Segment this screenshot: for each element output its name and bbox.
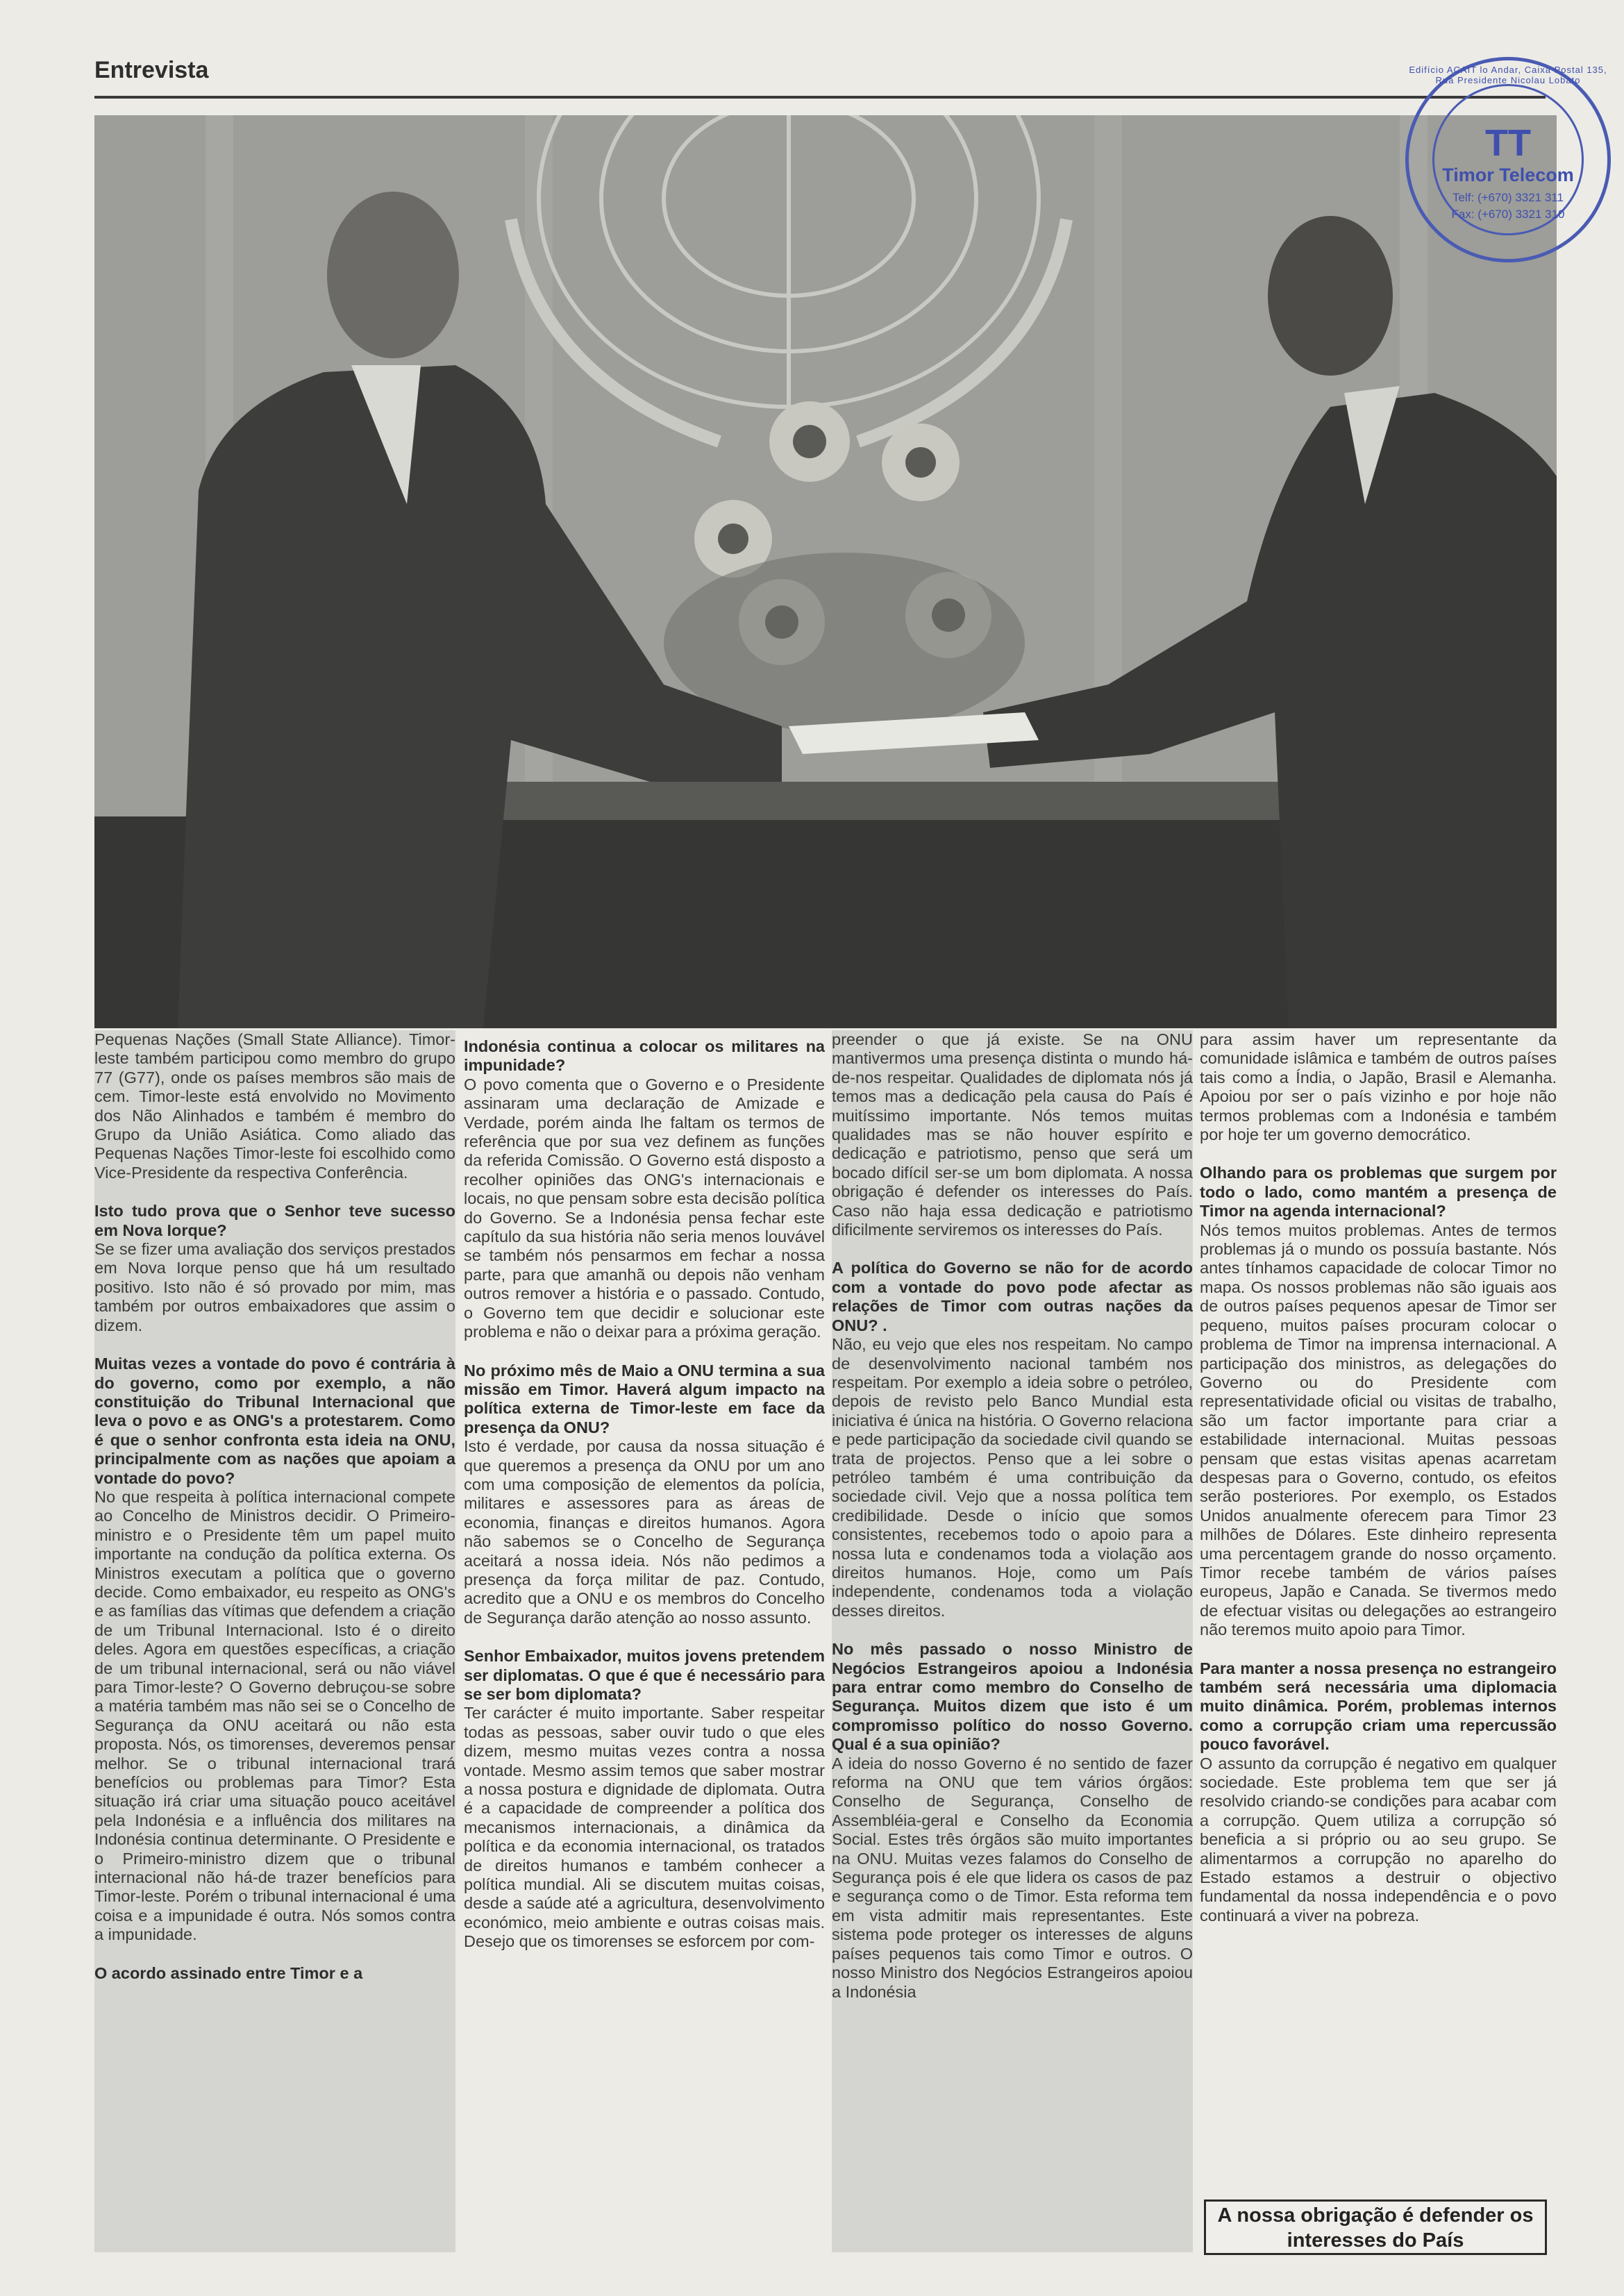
pull-quote: A nossa obrigação é defender os interesses do País	[1204, 2199, 1547, 2255]
interview-answer: Isto é verdade, por causa da nossa situação é que queremos a presença da ONU por um ano com uma composição de elementos da polícia, militares e assessores para as áreas de economia, finanças e direitos humanos. Agora não sabemos se o Concelho de Segurança aceitará a nossa ideia. Nós não pedimos a presença da força militar de paz. Contudo, acredito que a ONU e os membros do Concelho de Segurança darão atenção ao nosso assunto.	[464, 1437, 825, 1627]
telecom-stamp	[1405, 57, 1611, 262]
header-rule	[94, 96, 1546, 99]
interview-answer: O povo comenta que o Governo e o Presidente assinaram uma declaração de Amizade e Verdade, porém ainda lhe faltam os termos de referência que por sua vez definem as funções da referida Comissão. O Governo está disposto a recolher opiniões das ONG's internacionais e locais, no que pensam sobre esta decisão política do Governo. Se a Indonésia pensa fechar este capítulo da sua história não seria menos louvável se também nós pensarmos em fechar a nossa parte, para que amanhã ou depois não venham outros remover a história e o passado. Contudo, o Governo tem que decidir e solucionar este problema e não o deixar para a próxima geração.	[464, 1075, 825, 1341]
article-column-1	[94, 1030, 455, 2252]
interview-question: Isto tudo prova que o Senhor teve sucesso em Nova Iorque?	[94, 1202, 455, 1239]
interview-question: No mês passado o nosso Ministro de Negócios Estrangeiros apoiou a Indonésia para entrar como membro do Conselho de Segurança. Muitos dizem que isto é um compromisso político do nosso Governo. Qual é a sua opinião?	[832, 1640, 1193, 1754]
interview-question: Muitas vezes a vontade do povo é contrária à do governo, como por exemplo, a não constituição do Tribunal Internacional que leva o povo e as ONG's a protestarem. Como é que o senhor confronta esta ideia na ONU, principalmente com as nações que apoiam a vontade do povo?	[94, 1355, 455, 1487]
interview-answer: para assim haver um representante da comunidade islâmica e também de outros países tais como a Índia, o Japão, Brasil e Alemanha. Apoiou por ser o país vizinho e por hoje não termos problemas com a Indonésia e também por hoje ter um governo democrático.	[1200, 1030, 1557, 1144]
interview-answer: A ideia do nosso Governo é no sentido de fazer reforma na ONU que tem vários órgãos: Conselho de Segurança, Conselho de Assembléia-geral e Conselho da Economia Social. Estes três órgãos são muito importantes na ONU. Muitas vezes falamos do Conselho de Segurança pois é ele que lidera os casos de paz e segurança como o de Timor. Esta reforma tem em vista admitir mais representantes. Este sistema pode proteger os interesses de alguns países pequenos tais como Timor e outros. O nosso Ministro dos Negócios Estrangeiros apoiou a Indonésia	[832, 1754, 1193, 2001]
interview-answer: No que respeita à política internacional compete ao Concelho de Ministros decidir. O Primeiro-ministro e o Presidente têm um papel muito importante na condução da política externa. Os Ministros executam a política que o governo decide. Como embaixador, eu respeito as ONG's e as famílias das vítimas que defendem a criação de um Tribunal Internacional. Isto é o direito deles. Agora em questões específicas, a criação de um tribunal internacional, será ou não viável para Timor-leste? O Governo debruçou-se sobre a matéria também mas não sei se o Concelho de Segurança da ONU aceitará ou não esta proposta. Nós, os timorenses, deveremos pensar melhor. Se o tribunal internacional trará benefícios ou problemas para Timor? Esta situação irá criar uma situação pouco aceitável pela Indonésia e a influência dos militares na Indonésia continua determinante. O Presidente e o Primeiro-ministro dizem que o tribunal internacional não há-de trazer benefícios para Timor-leste. Porém o tribunal internacional é uma coisa e a impunidade é outra. Nós somos contra a impunidade.	[94, 1487, 455, 1944]
interview-answer: Ter carácter é muito importante. Saber respeitar todas as pessoas, saber ouvir tudo o que eles dizem, mesmo muitas vezes contra a nossa vontade. Mesmo assim temos que saber mostrar a nossa postura e dignidade de diplomata. Outra é a capacidade de compreender a política dos mecanismos internacionais, a dinâmica da política e da economia internacional, os tratados de direitos humanos e também conhecer a política mundial. Ali se discutem muitas coisas, desde a saúde até a agricultura, desenvolvimento económico, meio ambiente e outras coisas mais. Desejo que os timorenses se esforcem por com-	[464, 1704, 825, 1951]
interview-question: O acordo assinado entre Timor e a	[94, 1963, 363, 1982]
article-column-3	[832, 1030, 1193, 2252]
stamp-fax: Fax: (+670) 3321 310	[1451, 208, 1565, 221]
interview-answer: Não, eu vejo que eles nos respeitam. No campo de desenvolvimento nacional também nos respeitam. Por exemplo a ideia sobre o petróleo, depois de revisto pelo Banco Mundial esta iniciativa é única na história. O Governo relaciona e pede participação da sociedade civil quando se trata de projectos. Penso que a lei sobre o petróleo também é uma contribuição da sociedade civil. Vejo que a nossa política tem credibilidade. Desde o início que somos consistentes, recebemos todo o apoio para a nossa luta e condenamos toda a violação aos direitos humanos. Hoje, como um País independente, condenamos toda a violação desses direitos.	[832, 1335, 1193, 1620]
interview-question: Olhando para os problemas que surgem por todo o lado, como mantém a presença de Timor na agenda internacional?	[1200, 1164, 1557, 1221]
stamp-address: Edifício ACAIT lo Andar, Caixa Postal 135, Rua Presidente Nicolau Lobato	[1409, 65, 1607, 85]
article-column-4	[1200, 1030, 1557, 2126]
interview-answer: Pequenas Nações (Small State Alliance). Timor-leste também participou como membro do grupo 77 (G77), onde os países membros são mais de cem. Timor-leste está envolvido no Movimento dos Não Alinhados e também é membro do Grupo da União Asiática. Como aliado das Pequenas Nações Timor-leste foi escolhido como Vice-Presidente da respectiva Conferência.	[94, 1030, 455, 1182]
photo	[94, 115, 1557, 1028]
interview-question: Indonésia continua a colocar os militares na impunidade?	[464, 1037, 825, 1075]
interview-answer: preender o que já existe. Se na ONU mantivermos uma presença distinta o mundo há-de-nos respeitar. Qualidades de diplomata nós já temos mas a dedicação pela causa do País é muitíssimo importante. Nós temos muitas qualidades mas se não houver espírito e dedicação e patriotismo, penso que será um bocado difícil ser-se um bom diplomata. A nossa obrigação é defender os interesses do País. Caso não haja essa dedicação e patriotismo dificilmente serviremos os interesses do País.	[832, 1030, 1193, 1239]
interview-answer: Nós temos muitos problemas. Antes de termos problemas já o mundo os possuía bastante. Nós antes tínhamos capacidade de colocar Timor no mapa. Os nossos problemas não são iguais aos de outros países pequenos apesar de Timor ser pequeno, muitos países procuram colocar o problema de Timor na imprensa internacional. A participação dos ministros, as delegações do Governo ou do Presidente com representatividade oficial ou visitas de trabalho, são um factor importante para criar a estabilidade internacional. Muitas pessoas pensam que estas visitas apenas acarretam despesas para o Governo, contudo, os efeitos serão posteriores. Por exemplo, os Estados Unidos anualmente oferecem para Timor 23 milhões de Dólares. Este dinheiro representa uma percentagem grande do nosso orçamento. Timor recebe também de vários países europeus, Japão e Canada. Se tivermos medo de efectuar visitas ou delegações ao estrangeiro não teremos muito apoio para Timor.	[1200, 1221, 1557, 1639]
interview-answer: O assunto da corrupção é negativo em qualquer sociedade. Este problema tem que ser já resolvido criando-se condições para acabar com a corrupção. Quem utiliza a corrupção só beneficia a si próprio ou ao seu grupo. Se alimentarmos a corrupção no aparelho do Estado estamos a destruir o objectivo fundamental da nossa independência e o povo continuará a viver na pobreza.	[1200, 1754, 1557, 1925]
interview-question: Senhor Embaixador, muitos jovens pretendem ser diplomatas. O que é que é necessário para se ser bom diplomata?	[464, 1647, 825, 1703]
section-label: Entrevista	[94, 57, 209, 83]
interview-question: A política do Governo se não for de acordo com a vontade do povo pode afectar as relações de Timor com outras nações da ONU? .	[832, 1259, 1193, 1334]
article-column-2	[464, 1030, 825, 2252]
interview-question: Para manter a nossa presença no estrangeiro também será necessária uma diplomacia muito dinâmica. Porém, problemas internos como a corrupção criam uma repercussão pouco favorável.	[1200, 1659, 1557, 1754]
stamp-company-name: Timor Telecom	[1442, 165, 1574, 185]
photo-illustration	[94, 115, 1557, 1028]
interview-answer: Se se fizer uma avaliação dos serviços prestados em Nova Iorque penso que há um resultado positivo. Isto não é só provado por mim, mas também por outros embaixadores que assim o dizem.	[94, 1240, 455, 1334]
stamp-telephone: Telf: (+670) 3321 311	[1453, 191, 1564, 204]
interview-question: No próximo mês de Maio a ONU termina a sua missão em Timor. Haverá algum impacto na política externa de Timor-leste em face da presença da ONU?	[464, 1361, 825, 1436]
stamp-logo-icon: TT	[1485, 122, 1531, 164]
